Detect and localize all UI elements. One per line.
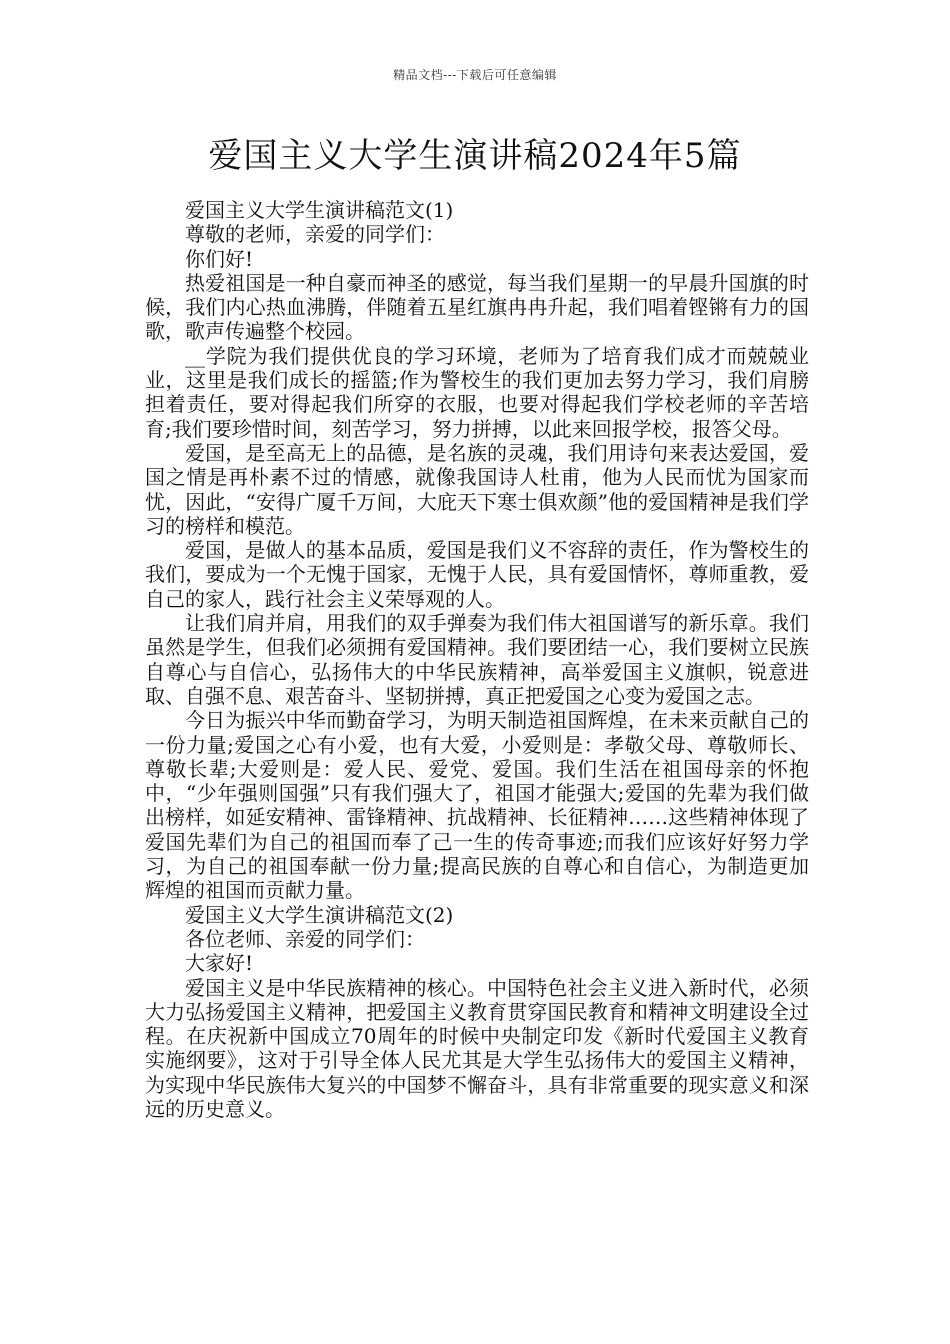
body-paragraph: __学院为我们提供优良的学习环境，老师为了培育我们成才而兢兢业业，这里是我们成长的摇篮;作为警校生的我们更加去努力学习，我们肩膀担着责任，要对得起我们所穿的衣服，也要对得起我们学校老师的辛苦培育;我们要珍惜时间，刻苦学习，努力拼搏，以此来回报学校，报答父母。 — [145, 343, 809, 441]
document-body — [145, 198, 809, 1121]
greeting: 大家好! — [185, 951, 254, 976]
salutation: 尊敬的老师，亲爱的同学们： — [185, 222, 445, 247]
body-paragraph: 爱国，是做人的基本品质，爱国是我们义不容辞的责任，作为警校生的我们，要成为一个无愧于国家，无愧于人民，具有爱国情怀，尊师重教，爱自己的家人，践行社会主义荣辱观的人。 — [145, 538, 809, 611]
body-paragraph: 爱国，是至高无上的品德，是名族的灵魂，我们用诗句来表达爱国，爱国之情是再朴素不过的情感，就像我国诗人杜甫，他为人民而忧为国家而忧，因此，“安得广厦千万间，大庇天下寒士俱欢颜”他的爱国精神是我们学习的榜样和模范。 — [145, 440, 809, 538]
salutation: 各位老师、亲爱的同学们： — [185, 926, 425, 951]
header-note: 精品文档---下载后可任意编辑 — [393, 68, 557, 82]
section-heading-2: 爱国主义大学生演讲稿范文(2) — [185, 902, 454, 927]
section-heading-1: 爱国主义大学生演讲稿范文(1) — [185, 198, 454, 222]
body-paragraph: 今日为振兴中华而勤奋学习，为明天制造祖国辉煌，在未来贡献自己的一份力量;爱国之心有小爱，也有大爱，小爱则是：孝敬父母、尊敬师长、尊敬长辈;大爱则是：爱人民、爱党、爱国。我们生活在祖国母亲的怀抱中，“少年强则国强”只有我们强大了，祖国才能强大;爱国的先辈为我们做出榜样，如延安精神、雷锋精神、抗战精神、长征精神……这些精神体现了爱国先辈们为自己的祖国而奉了己一生的传奇事迹;而我们应该好好努力学习，为自己的祖国奉献一份力量;提高民族的自尊心和自信心，为制造更加辉煌的祖国而贡献力量。 — [145, 708, 809, 903]
greeting: 你们好! — [185, 246, 254, 271]
body-paragraph: 爱国主义是中华民族精神的核心。中国特色社会主义进入新时代，必须大力弘扬爱国主义精神，把爱国主义教育贯穿国民教育和精神文明建设全过程。在庆祝新中国成立70周年的时候中央制定印发《新时代爱国主义教育实施纲要》，这对于引导全体人民尤其是大学生弘扬伟大的爱国主义精神，为实现中华民族伟大复兴的中国梦不懈奋斗，具有非常重要的现实意义和深远的历史意义。 — [145, 975, 809, 1121]
body-paragraph: 让我们肩并肩，用我们的双手弹奏为我们伟大祖国谱写的新乐章。我们虽然是学生，但我们必须拥有爱国精神。我们要团结一心，我们要树立民族自尊心与自信心，弘扬伟大的中华民族精神，高举爱国主义旗帜，锐意进取、自强不息、艰苦奋斗、坚韧拼搏，真正把爱国之心变为爱国之志。 — [145, 611, 809, 708]
body-paragraph: 热爱祖国是一种自豪而神圣的感觉，每当我们星期一的早晨升国旗的时候，我们内心热血沸腾，伴随着五星红旗冉冉升起，我们唱着铿锵有力的国歌，歌声传遍整个校园。 — [145, 270, 809, 344]
document-title: 爱国主义大学生演讲稿2024年5篇 — [208, 136, 742, 176]
